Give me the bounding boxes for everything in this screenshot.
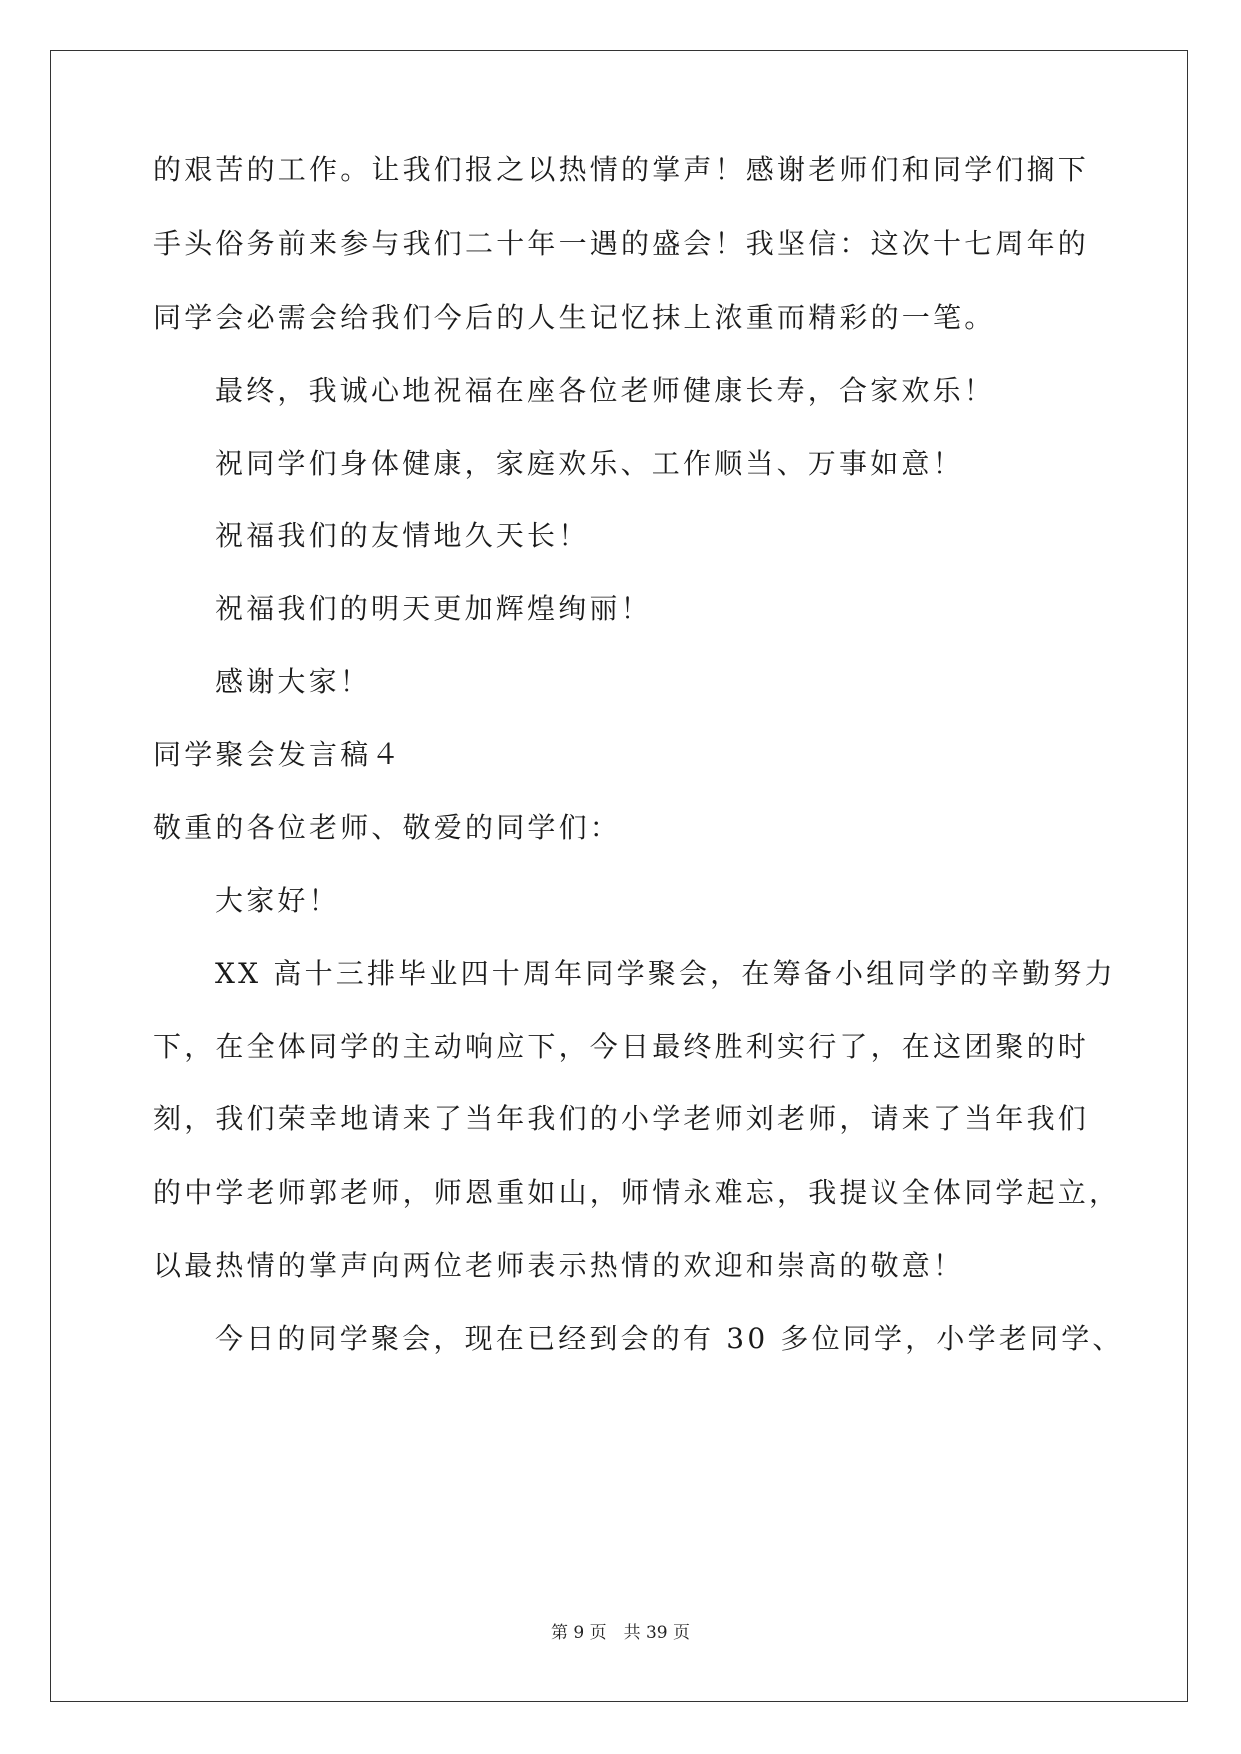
page-border [50, 50, 1188, 1702]
greeting: 大家好！ [215, 884, 340, 917]
body-text-line: 祝同学们身体健康，家庭欢乐、工作顺当、万事如意！ [215, 447, 964, 480]
page-number-label: 第 9 页 共 39 页 [550, 1623, 691, 1643]
body-text-line: 祝福我们的友情地久天长！ [215, 519, 590, 552]
body-text-line: 以最热情的掌声向两位老师表示热情的欢迎和崇高的敬意！ [153, 1249, 965, 1282]
body-text-line: 祝福我们的明天更加辉煌绚丽！ [215, 592, 652, 625]
body-text-line: 感谢大家！ [215, 665, 372, 698]
body-text-line: 下，在全体同学的主动响应下，今日最终胜利实行了，在这团聚的时 [153, 1030, 1090, 1063]
body-text-line: 手头俗务前来参与我们二十年一遇的盛会！我坚信：这次十七周年的 [153, 227, 1090, 260]
page-footer [0, 1622, 1241, 1644]
body-text-line: 刻，我们荣幸地请来了当年我们的小学老师刘老师，请来了当年我们 [153, 1102, 1090, 1135]
body-text-line: 今日的同学聚会，现在已经到会的有 30 多位同学，小学老同学、 [215, 1322, 1124, 1355]
body-text-line: 的艰苦的工作。让我们报之以热情的掌声！感谢老师们和同学们搁下 [153, 153, 1090, 186]
body-text-line: 最终，我诚心地祝福在座各位老师健康长寿，合家欢乐！ [215, 374, 996, 407]
body-text-line: XX 高十三排毕业四十周年同学聚会，在筹备小组同学的辛勤努力 [215, 957, 1116, 990]
section-heading: 同学聚会发言稿４ [153, 738, 403, 771]
body-text-line: 的中学老师郭老师，师恩重如山，师情永难忘，我提议全体同学起立， [153, 1176, 1121, 1209]
salutation: 敬重的各位老师、敬爱的同学们： [153, 811, 622, 844]
body-text-line: 同学会必需会给我们今后的人生记忆抹上浓重而精彩的一笔。 [153, 301, 996, 334]
